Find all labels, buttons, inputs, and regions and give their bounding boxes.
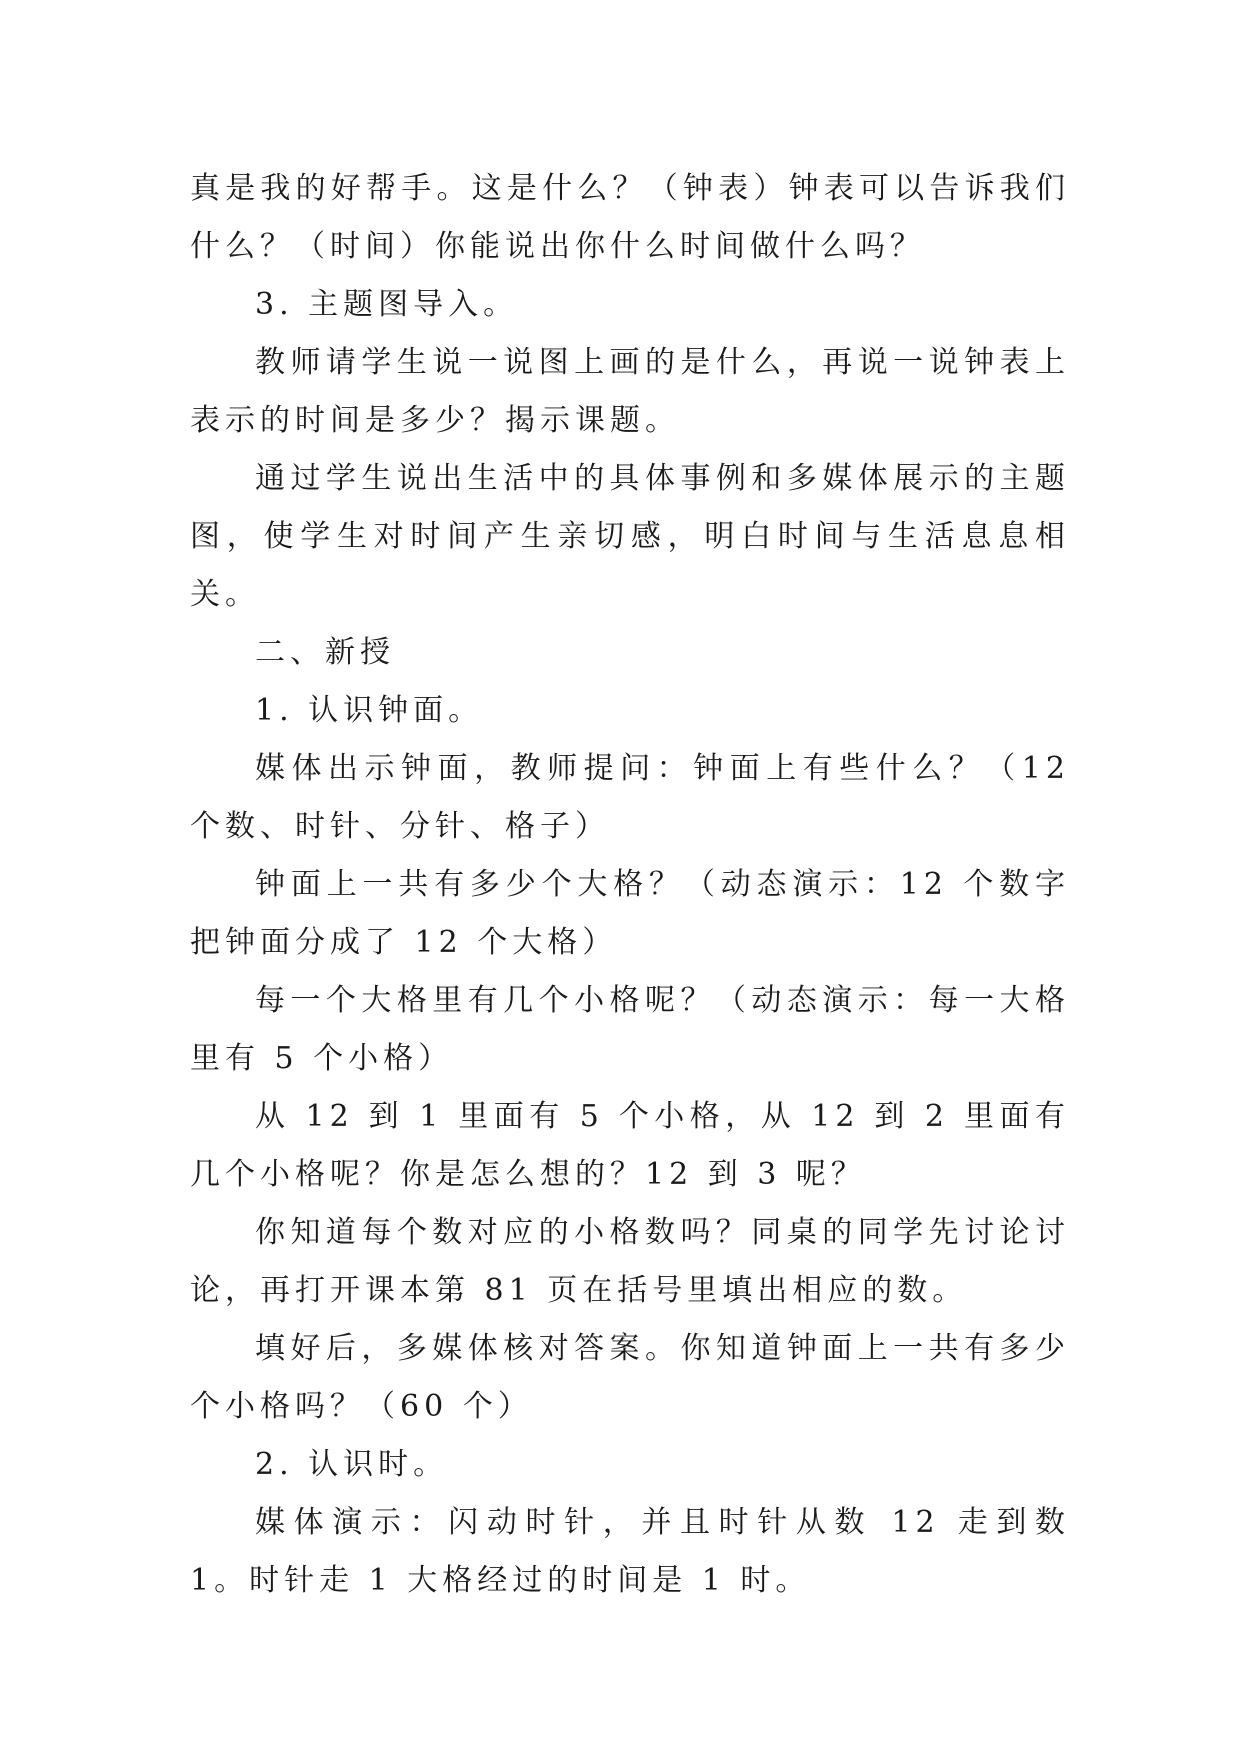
document-body [190,160,1070,1610]
paragraph: 从 12 到 1 里面有 5 个小格，从 12 到 2 里面有几个小格呢？你是怎么想的？12 到 3 呢？ [190,1099,1070,1192]
subsection-heading: 1. 认识钟面。 [255,693,484,728]
section-heading: 二、新授 [255,635,395,670]
paragraph: 3. 主题图导入。 [255,287,519,322]
paragraph: 真是我的好帮手。这是什么？（钟表）钟表可以告诉我们什么？（时间）你能说出你什么时间做什么吗？ [190,171,1070,264]
paragraph: 媒体演示：闪动时针，并且时针从数 12 走到数 1。时针走 1 大格经过的时间是 1 时。 [190,1505,1070,1598]
paragraph: 媒体出示钟面，教师提问：钟面上有些什么？（12 个数、时针、分针、格子） [190,751,1070,844]
paragraph: 钟面上一共有多少个大格？（动态演示：12 个数字把钟面分成了 12 个大格） [190,867,1070,960]
paragraph: 你知道每个数对应的小格数吗？同桌的同学先讨论讨论，再打开课本第 81 页在括号里填出相应的数。 [190,1215,1070,1308]
paragraph: 填好后，多媒体核对答案。你知道钟面上一共有多少个小格吗？（60 个） [190,1331,1070,1424]
subsection-heading: 2. 认识时。 [255,1447,449,1482]
paragraph: 通过学生说出生活中的具体事例和多媒体展示的主题图，使学生对时间产生亲切感，明白时间与生活息息相关。 [190,461,1070,612]
paragraph: 教师请学生说一说图上画的是什么，再说一说钟表上表示的时间是多少？揭示课题。 [190,345,1070,438]
paragraph: 每一个大格里有几个小格呢？（动态演示：每一大格里有 5 个小格） [190,983,1070,1076]
